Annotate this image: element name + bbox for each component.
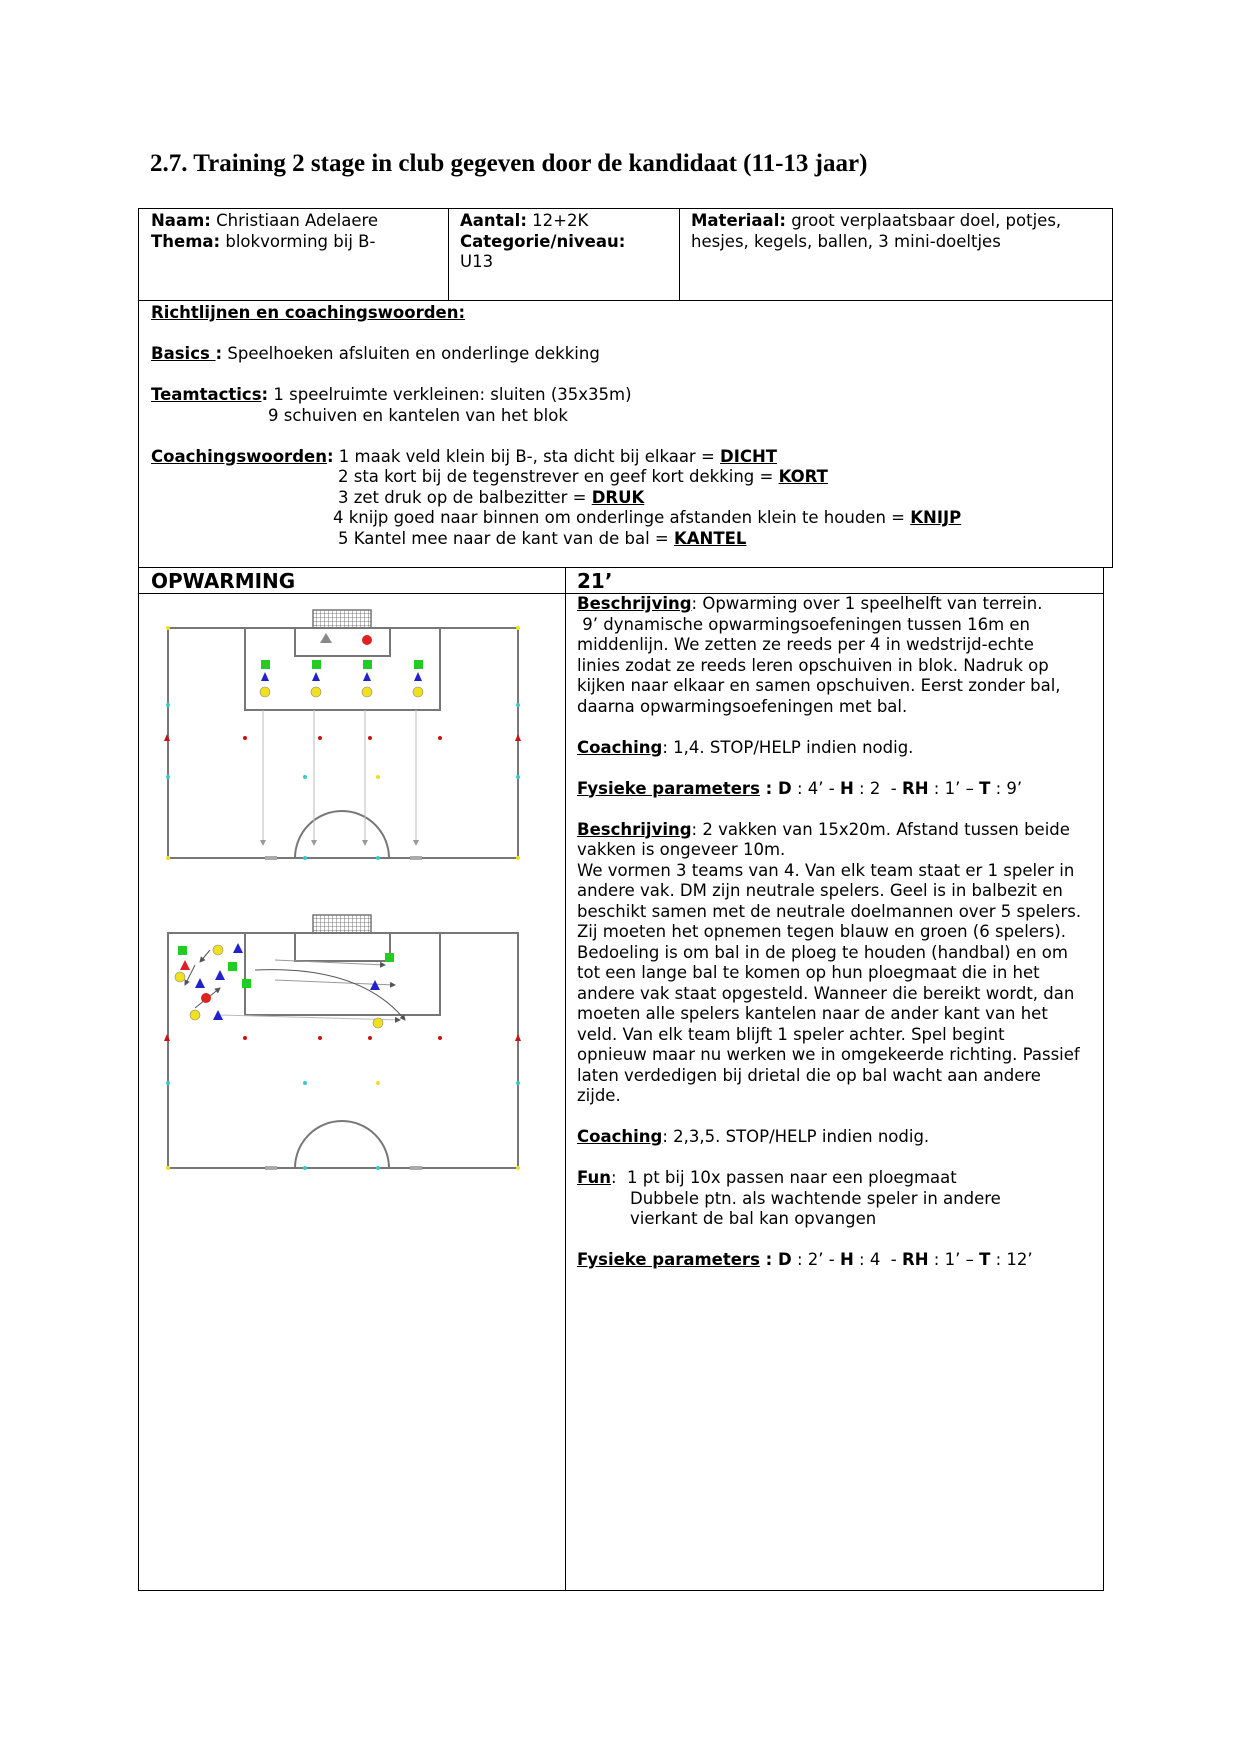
header-row-divider [138, 300, 1113, 301]
coaching-keyword-1: DICHT [720, 446, 778, 466]
red-player [180, 960, 190, 970]
pitch-diagram-boxes [160, 910, 525, 1175]
ex1-fysiek-part: H [839, 778, 854, 798]
exercise-text-column [577, 594, 1097, 1271]
thema-value: blokvorming bij B- [220, 231, 376, 251]
guidelines-section [151, 303, 1101, 549]
goal-area [295, 628, 390, 656]
section-name: OPWARMING [151, 569, 296, 593]
penalty-area [245, 933, 440, 1015]
coaching-item-2: 2 sta kort bij de tegenstrever en geef kort dekking = [338, 467, 779, 486]
mini-goal [410, 1166, 422, 1170]
ex2-line: tot een lange bal te komen op hun ploegmaat die in het [577, 963, 1040, 982]
ex2-fysiek-part: RH [902, 1250, 929, 1269]
ex1-coaching-text: : 1,4. STOP/HELP indien nodig. [662, 737, 914, 757]
pitch-diagram-warmup [160, 605, 525, 865]
section-duration: 21’ [577, 569, 613, 593]
pitch-outline [168, 628, 518, 858]
ex2-line: beschikt samen met de neutrale doelmannen over 5 spelers. [577, 901, 1082, 921]
ex2-fysiek-part: D [778, 1250, 792, 1269]
ex1-line: 9’ dynamische opwarmingsoefeningen tussen 16m en [577, 614, 1031, 634]
mini-goal [410, 856, 422, 860]
ex1-fysiek-part: D [778, 778, 792, 798]
basics-text: Speelhoeken afsluiten en onderlinge dekking [222, 344, 600, 363]
ex1-line: kijken naar elkaar en samen opschuiven. Eerst zonder bal, [577, 676, 1061, 695]
mini-goal [265, 856, 277, 860]
goal-area [295, 933, 390, 961]
coaching-keyword-5: KANTEL [673, 528, 747, 548]
ex2-fysiek-part: : 2’ - [791, 1250, 840, 1269]
ex2-fysiek-part: : 1’ – [928, 1250, 980, 1269]
ex2-fun-label: Fun [577, 1168, 611, 1187]
materiaal-cell [691, 211, 1101, 252]
aantal-label: Aantal: [460, 211, 527, 230]
header-col-divider-1 [448, 208, 449, 300]
opwarming-col-divider [565, 567, 566, 1591]
aantal-cell [460, 211, 670, 273]
penalty-area [245, 628, 440, 710]
green-players [261, 660, 423, 669]
basics-colon: : [215, 344, 223, 363]
ex2-coaching-label: Coaching [577, 1127, 663, 1146]
thema-label: Thema: [151, 231, 221, 251]
coaching-item-1: 1 maak veld klein bij B-, sta dicht bij elkaar = [333, 446, 721, 466]
categorie-value: U13 [460, 252, 494, 271]
ex2-line: andere vak staat opgesteld. Wanneer die bereikt wordt, dan [577, 983, 1075, 1003]
ex1-fysieke-parameters [577, 779, 1097, 800]
naam-label: Naam: [151, 211, 211, 230]
cone-red [164, 734, 170, 741]
goal-net [313, 915, 371, 933]
ex2-fysiek-part: : [759, 1250, 778, 1269]
ex2-line: andere vak. DM zijn neutrale spelers. Geel is in balbezit en [577, 881, 1063, 900]
goal-net [313, 610, 371, 628]
ex2-fysiek-part: : 12’ [990, 1250, 1033, 1269]
naam-value: Christiaan Adelaere [210, 211, 379, 230]
ex2-line: Zij moeten het opnemen tegen blauw en groen (6 spelers). [577, 922, 1066, 941]
blue-players [261, 672, 422, 681]
ex2-line: vakken is ongeveer 10m. [577, 840, 786, 859]
ex2-line: Bedoeling is om bal in de ploeg te houden (handbal) en om [577, 942, 1068, 962]
teamtactics-line1: 1 speelruimte verkleinen: sluiten (35x35m) [268, 385, 632, 404]
ex2-coaching-text: : 2,3,5. STOP/HELP indien nodig. [662, 1127, 930, 1146]
ex1-fysiek-part: : 1’ – [928, 778, 980, 798]
ex2-fysiek-label: Fysieke parameters [577, 1250, 760, 1269]
ex1-beschrijving-text: : Opwarming over 1 speelhelft van terrein. [691, 594, 1043, 613]
teamtactics-line2: 9 schuiven en kantelen van het blok [268, 405, 568, 425]
ex2-line: laten verdedigen bij drietal die op bal wacht aan andere [577, 1065, 1041, 1085]
materiaal-value: groot verplaatsbaar doel, potjes, hesjes, kegels, ballen, 3 mini-doeltjes [691, 211, 1062, 251]
teamtactics-label: Teamtactics [151, 385, 262, 404]
ex1-beschrijving-label: Beschrijving [577, 594, 692, 613]
coaching-item-4: 4 knijp goed naar binnen om onderlinge afstanden klein te houden = [333, 508, 911, 527]
ex2-line: We vormen 3 teams van 4. Van elk team staat er 1 speler in [577, 860, 1075, 880]
ex1-fysiek-part: : 2 - [853, 778, 903, 798]
yellow-players [260, 687, 423, 697]
ex2-beschrijving-text: : 2 vakken van 15x20m. Afstand tussen beide [691, 819, 1070, 839]
ex1-line: daarna opwarmingsoefeningen met bal. [577, 696, 908, 716]
ex2-fun-line2: Dubbele ptn. als wachtende speler in andere [630, 1188, 1001, 1208]
center-circle-arc [295, 1121, 389, 1168]
coaching-keyword-4: KNIJP [910, 508, 962, 527]
ex1-coaching-label: Coaching [577, 737, 663, 757]
ex2-fysieke-parameters [577, 1250, 1097, 1271]
green-player [178, 946, 187, 955]
ex1-fysiek-part: T [979, 778, 991, 798]
ex1-fysiek-label: Fysieke parameters [577, 778, 760, 798]
guidelines-heading: Richtlijnen en coachingswoorden: [151, 303, 466, 322]
ball-red [362, 635, 372, 645]
ex2-fun-line1: : 1 pt bij 10x passen naar een ploegmaat [610, 1168, 957, 1187]
header-col-divider-2 [679, 208, 680, 300]
page-title: 2.7. Training 2 stage in club gegeven door de kandidaat (11-13 jaar) [150, 150, 868, 177]
ex1-fysiek-part: : 9’ [990, 778, 1023, 798]
ex2-fysiek-part: H [839, 1250, 854, 1269]
coaching-words-colon: : [326, 446, 334, 466]
ex2-line: moeten alle spelers kantelen naar de ander kant van het [577, 1004, 1048, 1023]
ex2-fun-line3: vierkant de bal kan opvangen [630, 1209, 877, 1228]
ex2-fysiek-part: T [979, 1250, 991, 1269]
neutral-keeper [320, 633, 332, 643]
ex1-fysiek-part: : 4’ - [791, 778, 840, 798]
mini-goal [265, 1166, 277, 1170]
coaching-item-3: 3 zet druk op de balbezitter = [338, 487, 592, 507]
teamtactics-colon: : [261, 385, 269, 404]
ex2-line: veld. Van elk team blijft 1 speler achter. Spel begint [577, 1024, 1005, 1044]
ex1-line: middenlijn. We zetten ze reeds per 4 in wedstrijd-echte [577, 635, 1034, 654]
ex1-fysiek-part: RH [902, 778, 929, 798]
ex1-fysiek-part: : [759, 778, 778, 798]
ex2-fysiek-part: : 4 - [853, 1250, 903, 1269]
aantal-value: 12+2K [526, 211, 589, 230]
coaching-words-label: Coachingswoorden [151, 446, 327, 466]
ex1-line: linies zodat ze reeds leren opschuiven in blok. Nadruk op [577, 655, 1049, 675]
coaching-item-5: 5 Kantel mee naar de kant van de bal = [338, 528, 674, 548]
coaching-keyword-3: DRUK [591, 487, 645, 507]
yellow-player [213, 945, 223, 955]
categorie-label: Categorie/niveau: [460, 231, 626, 251]
materiaal-label: Materiaal: [691, 211, 786, 230]
pitch-outline [168, 933, 518, 1168]
naam-cell [151, 211, 441, 252]
cone-red [515, 734, 521, 741]
center-circle-arc [295, 811, 389, 858]
ex2-beschrijving-label: Beschrijving [577, 819, 692, 839]
ex2-line: opnieuw maar nu werken we in omgekeerde richting. Passief [577, 1045, 1080, 1064]
ex2-line: zijde. [577, 1086, 621, 1105]
coaching-keyword-2: KORT [778, 467, 828, 486]
basics-label: Basics [151, 344, 216, 363]
